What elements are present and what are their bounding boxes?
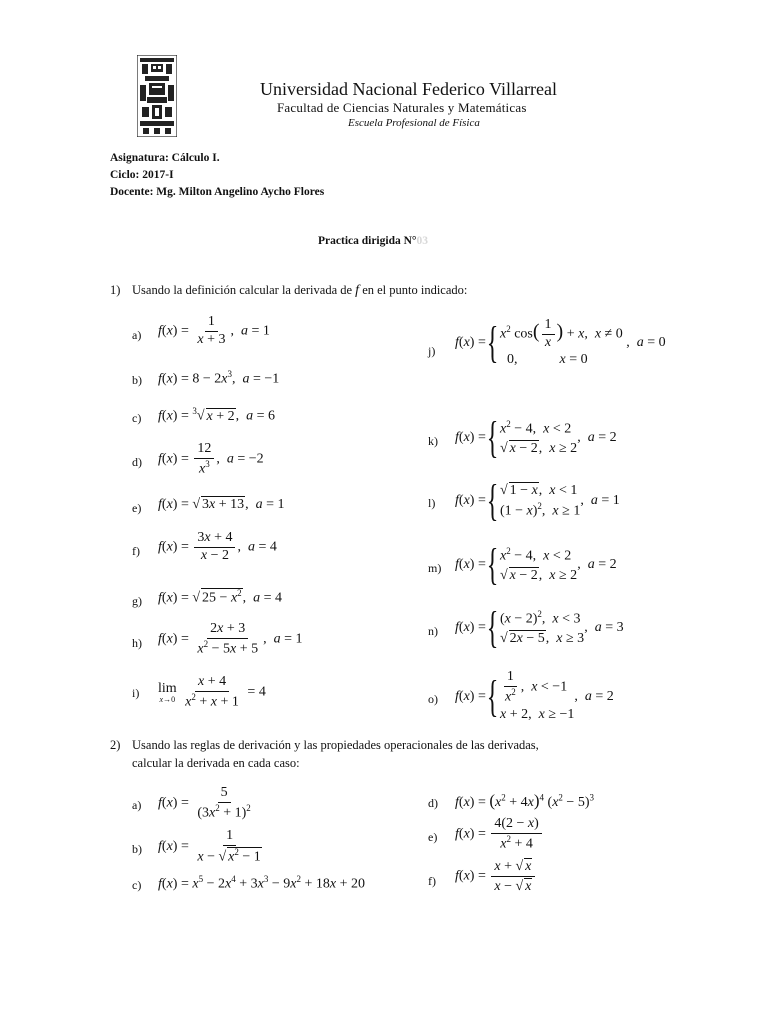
item-label: m): [428, 561, 442, 575]
formula-1i: lim x→0 $\frac{x + 4}{x^2 + x + 1}$ = 4: [158, 674, 266, 710]
formula-1a: f(x) = $\frac{1}{x + 3}$ , a = 1: [158, 314, 270, 347]
formula-1j: f ( x ) = { $x^2$ cos( $\frac{1}{x}$ ) + x, x ≠ 0 0, x = 0 , a = 0: [455, 317, 666, 368]
school-name: Escuela Profesional de Física: [348, 117, 480, 129]
item-label: f): [428, 874, 436, 888]
formula-2c: $f(x) = x^5 - 2x^4 + 3x^3 - 9x^2 + 18x + 20$: [158, 874, 365, 892]
formula-2e: f(x) = $\frac{4(2 - x)}{x^2 + 4}$: [455, 817, 544, 852]
formula-1h: f(x) = $\frac{2x + 3}{x^2 - 5x + 5}$ , a = 1: [158, 621, 303, 657]
formula-1m: f ( x ) = { $x^2 - 4$, x < 2 √ x − 2, x ≥ 2 , a = 2: [455, 540, 617, 589]
item-label: d): [428, 796, 438, 810]
formula-2a: f(x) = $\frac{5}{(3x^2 + 1)^2}$: [158, 785, 251, 821]
item-label: i): [132, 686, 140, 700]
formula-1k: f ( x ) = { $x^2 - 4$, x < 2 √ x − 2, x ≥ 2 , a = 2: [455, 413, 617, 462]
item-label: d): [132, 455, 142, 469]
formula-1g: f(x) = √ $25 - x^2$, a = 4: [158, 588, 283, 606]
item-label: b): [132, 842, 142, 856]
item-label: l): [428, 496, 436, 510]
cycle-line: Ciclo: 2017-I: [110, 169, 174, 181]
formula-1o: f ( x ) = { $\frac{1}{x^2}$ , x < −1 x + 2, x ≥ −1 , a = 2: [455, 669, 614, 723]
item-label: a): [132, 328, 142, 342]
item-label: j): [428, 344, 436, 358]
section-2-statement: 2) Usando las reglas de derivación y las propiedades operacionales de las derivadas,: [110, 738, 539, 752]
practice-title: Practica dirigida N°03: [318, 235, 428, 247]
formula-2d: $f(x) = (x^2 + 4x)^4$ $(x^2 - 5)^3$: [455, 791, 594, 810]
section-1-statement: 1) Usando la definición calcular la derivada de f en el punto indicado:: [110, 283, 468, 298]
university-seal-logo: [137, 55, 177, 137]
item-label: o): [428, 692, 438, 706]
item-label: e): [428, 830, 438, 844]
item-label: h): [132, 636, 142, 650]
item-label: f): [132, 544, 140, 558]
formula-1n: f ( x ) = { $(x - 2)^2$, x < 3 √ 2x − 5, x ≥ 3 , a = 3: [455, 603, 624, 652]
formula-1d: f(x) = $\frac{12}{x^3}$ , a = −2: [158, 441, 264, 477]
item-label: g): [132, 594, 142, 608]
item-label: c): [132, 878, 142, 892]
university-name: Universidad Nacional Federico Villarreal: [260, 79, 557, 99]
formula-2b: f(x) = $\frac{1}{x - √ x^2 - 1}$: [158, 828, 261, 865]
teacher-line: Docente: Mg. Milton Angelino Aycho Flores: [110, 186, 325, 198]
faculty-name: Facultad de Ciencias Naturales y Matemáticas: [277, 100, 527, 115]
formula-1b: $f(x) = 8 - 2x^3$, a = −1: [158, 369, 280, 387]
subject-line: Asignatura: Cálculo I.: [110, 152, 220, 164]
formula-1e: f(x) = √ 3x + 13, a = 1: [158, 497, 285, 512]
item-label: k): [428, 434, 438, 448]
item-label: c): [132, 411, 142, 425]
practice-number: 03: [416, 235, 428, 247]
section-2-statement-cont: calcular la derivada en cada caso:: [132, 756, 300, 770]
formula-2f: f(x) = $\frac{x + √ x}{x - √ x}$: [455, 858, 537, 894]
item-label: e): [132, 501, 142, 515]
item-label: b): [132, 373, 142, 387]
item-label: n): [428, 624, 438, 638]
item-label: a): [132, 798, 142, 812]
formula-1l: f ( x ) = { √ 1 − x, x < 1 $(1 - x)^2$, x ≥ 1 , a = 1: [455, 476, 620, 525]
formula-1f: f(x) = $\frac{3x + 4}{x - 2}$ , a = 4: [158, 530, 277, 563]
formula-1c: f(x) = $^3$√ x + 2, a = 6: [158, 406, 276, 424]
